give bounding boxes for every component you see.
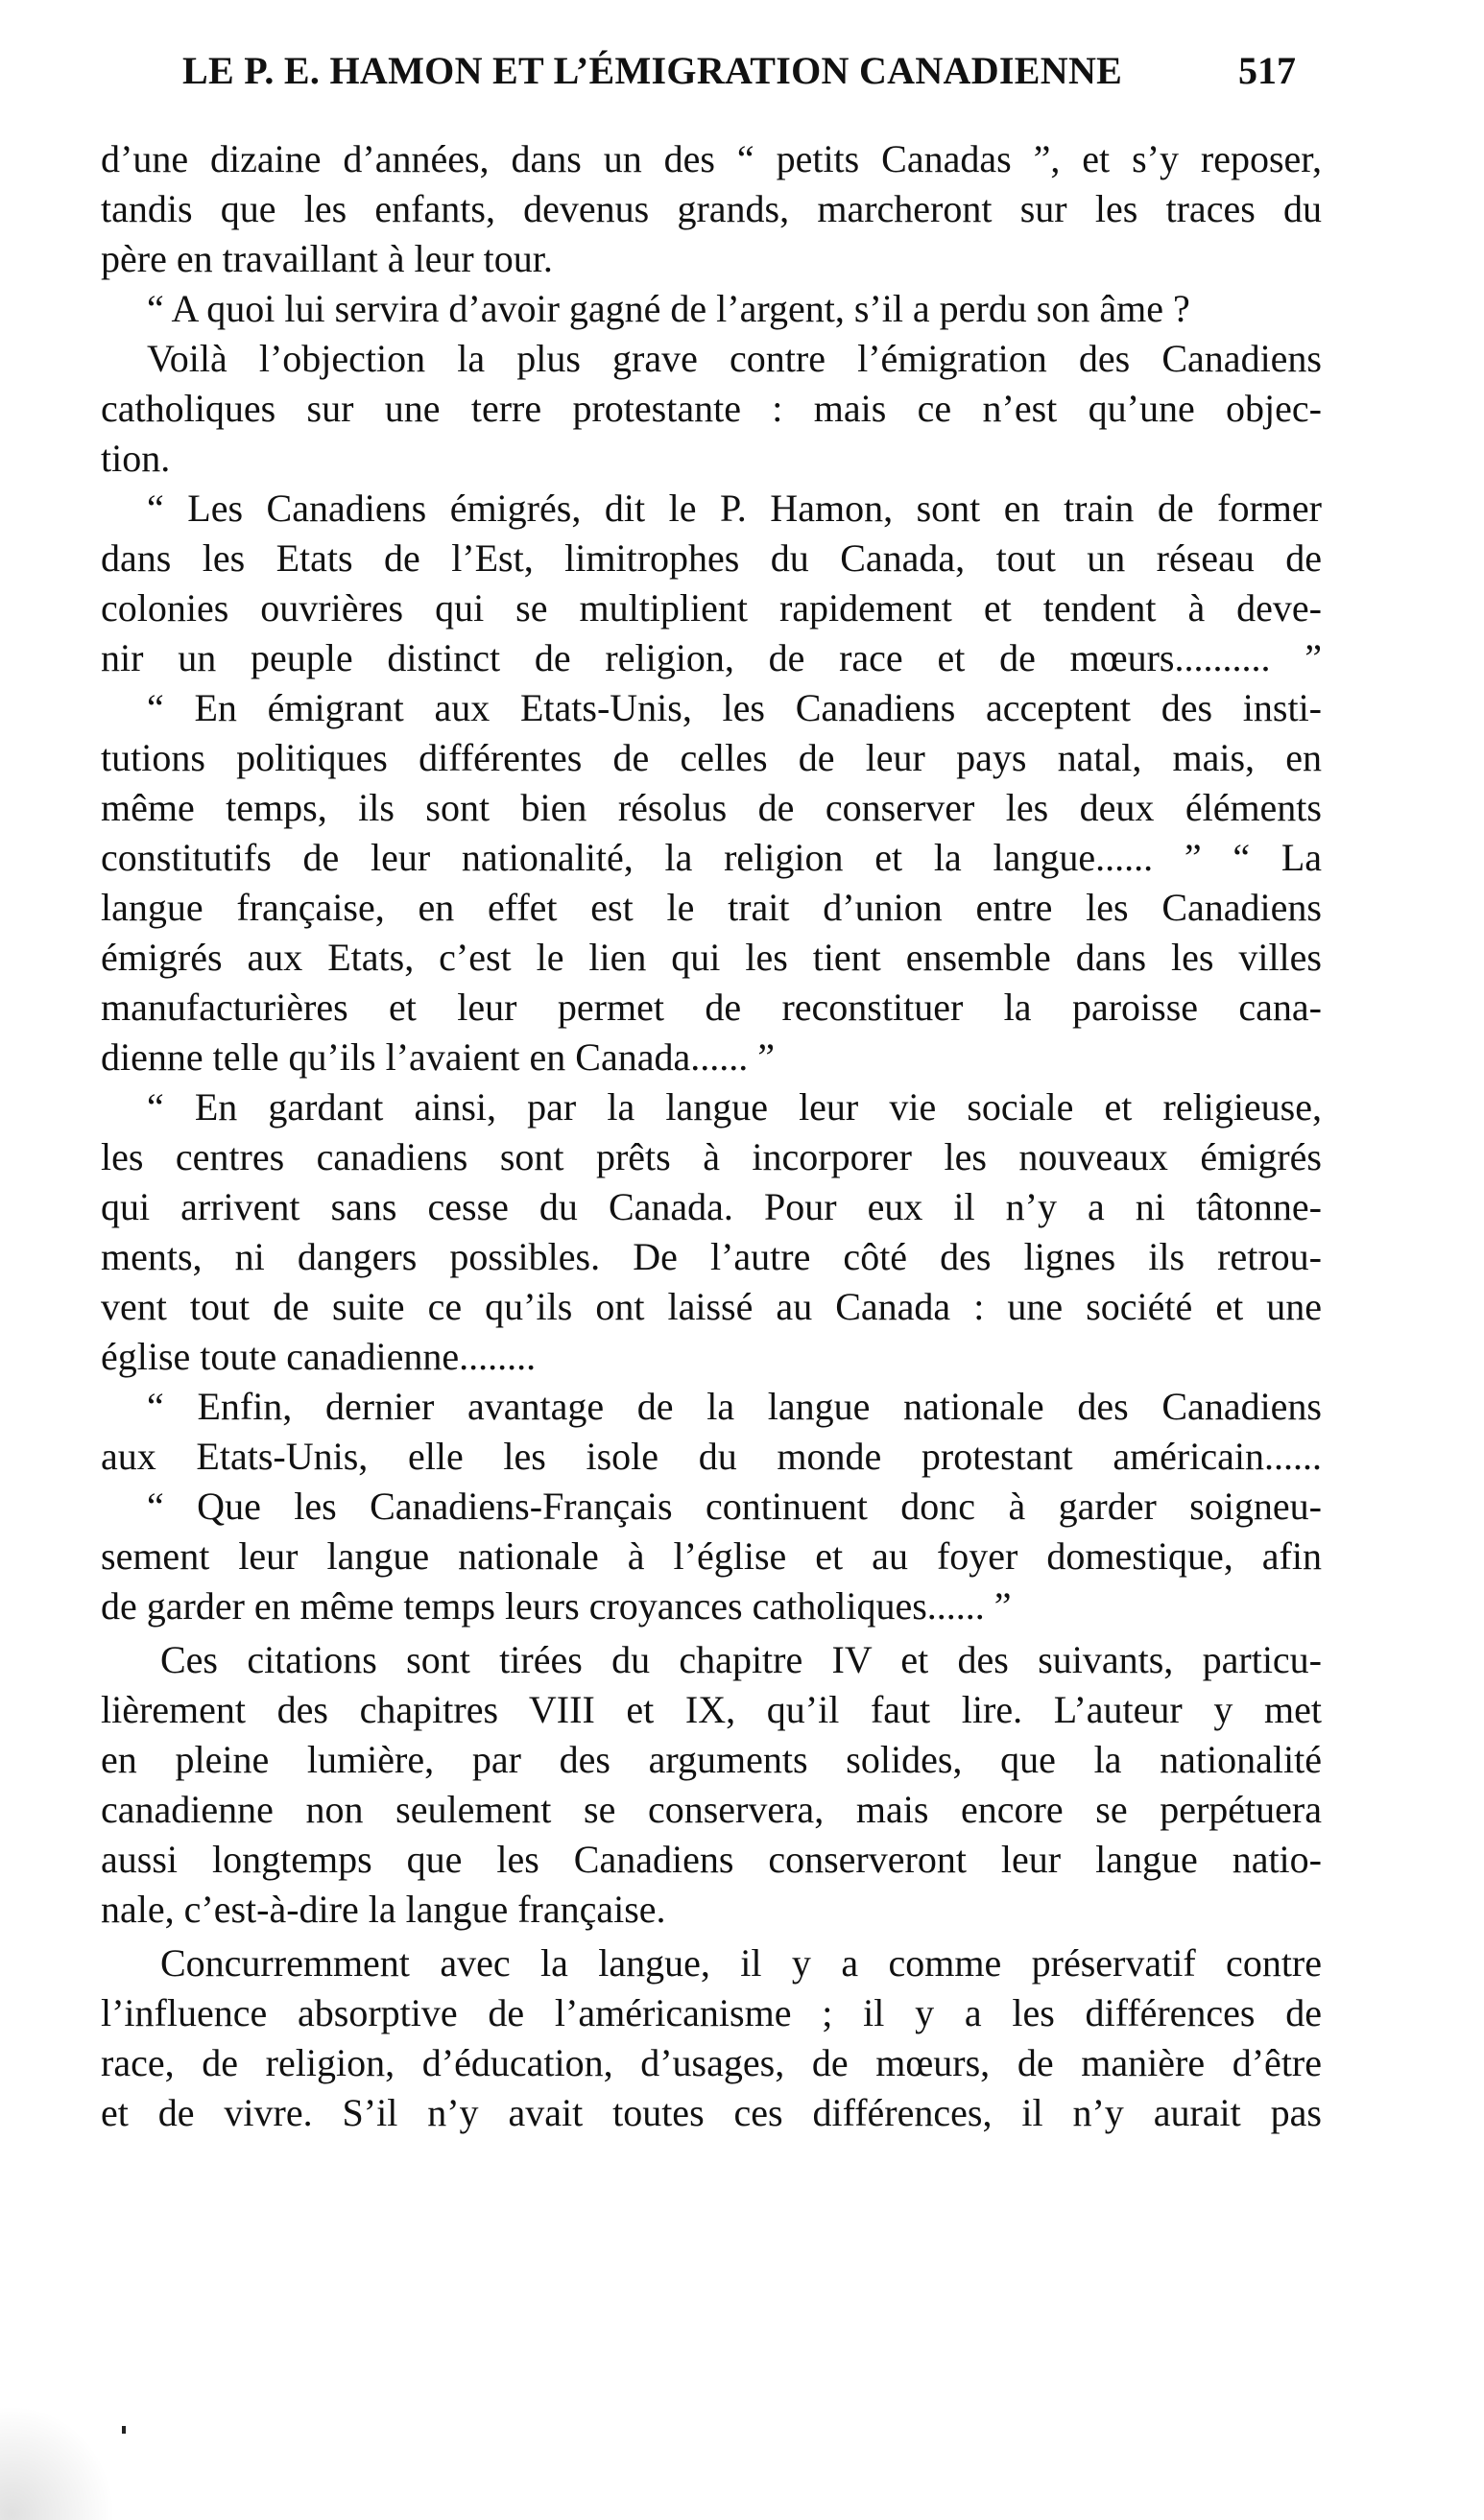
text-line: Voilà l’objection la plus grave contre l’émigration des Canadiens bbox=[147, 337, 1322, 380]
text-line: “ A quoi lui servira d’avoir gagné de l’argent, s’il a perdu son âme ? bbox=[147, 287, 1190, 330]
text-line: en pleine lumière, par des arguments solides, que la nationalité bbox=[101, 1738, 1322, 1781]
text-line: ments, ni dangers possibles. De l’autre côté des lignes ils retrou- bbox=[101, 1235, 1322, 1278]
text-line: d’une dizaine d’années, dans un des “ petits Canadas ”, et s’y reposer, bbox=[101, 137, 1322, 180]
ink-speck bbox=[122, 2426, 126, 2434]
text-line: manufacturières et leur permet de reconstituer la paroisse cana- bbox=[101, 986, 1322, 1029]
text-line: tutions politiques différentes de celles de leur pays natal, mais, en bbox=[101, 736, 1322, 779]
text-line: colonies ouvrières qui se multiplient rapidement et tendent à deve- bbox=[101, 586, 1322, 630]
text-line: qui arrivent sans cesse du Canada. Pour eux il n’y a ni tâtonne- bbox=[101, 1185, 1322, 1228]
page-number: 517 bbox=[1238, 49, 1296, 92]
text-line: Concurremment avec la langue, il y a comme préservatif contre bbox=[160, 1941, 1322, 1985]
page-header bbox=[182, 48, 1296, 106]
running-title: LE P. E. HAMON ET L’ÉMIGRATION CANADIENNE bbox=[182, 49, 1123, 92]
text-line: “ Que les Canadiens-Français continuent donc à garder soigneu- bbox=[147, 1485, 1322, 1528]
text-line: l’influence absorptive de l’américanisme ; il y a les différences de bbox=[101, 1991, 1322, 2034]
text-line: canadienne non seulement se conservera, mais encore se perpétuera bbox=[101, 1788, 1322, 1831]
text-line: “ En gardant ainsi, par la langue leur vie sociale et religieuse, bbox=[147, 1085, 1322, 1129]
text-line: même temps, ils sont bien résolus de conserver les deux éléments bbox=[101, 786, 1322, 829]
text-line: et de vivre. S’il n’y avait toutes ces différences, il n’y aurait pas bbox=[101, 2091, 1322, 2134]
text-line: “ Les Canadiens émigrés, dit le P. Hamon, sont en train de former bbox=[147, 487, 1322, 530]
text-line: constitutifs de leur nationalité, la religion et la langue...... ” “ La bbox=[101, 836, 1322, 879]
text-line: aux Etats-Unis, elle les isole du monde protestant américain...... bbox=[101, 1435, 1322, 1478]
text-line: dans les Etats de l’Est, limitrophes du Canada, tout un réseau de bbox=[101, 536, 1322, 580]
text-line: catholiques sur une terre protestante : mais ce n’est qu’une objec- bbox=[101, 387, 1322, 430]
scan-shadow bbox=[0, 2405, 115, 2520]
text-line: émigrés aux Etats, c’est le lien qui les tient ensemble dans les villes bbox=[101, 936, 1322, 979]
text-line: tion. bbox=[101, 437, 171, 480]
text-line: lièrement des chapitres VIII et IX, qu’il faut lire. L’auteur y met bbox=[101, 1688, 1322, 1731]
text-line: père en travaillant à leur tour. bbox=[101, 237, 553, 280]
text-line: sement leur langue nationale à l’église et au foyer domestique, afin bbox=[101, 1534, 1322, 1578]
text-line: langue française, en effet est le trait d’union entre les Canadiens bbox=[101, 886, 1322, 929]
text-line: les centres canadiens sont prêts à incorporer les nouveaux émigrés bbox=[101, 1135, 1322, 1178]
text-line: vent tout de suite ce qu’ils ont laissé au Canada : une société et une bbox=[101, 1285, 1322, 1328]
text-line: nir un peuple distinct de religion, de race et de mœurs.......... ” bbox=[101, 636, 1322, 679]
text-line: dienne telle qu’ils l’avaient en Canada...... ” bbox=[101, 1035, 775, 1079]
text-line: “ En émigrant aux Etats-Unis, les Canadiens acceptent des insti- bbox=[147, 686, 1322, 729]
text-line: nale, c’est-à-dire la langue française. bbox=[101, 1888, 666, 1931]
text-line: tandis que les enfants, devenus grands, marcheront sur les traces du bbox=[101, 187, 1322, 230]
text-line: de garder en même temps leurs croyances catholiques...... ” bbox=[101, 1584, 1012, 1628]
text-line: “ Enfin, dernier avantage de la langue nationale des Canadiens bbox=[147, 1385, 1322, 1428]
text-line: race, de religion, d’éducation, d’usages, de mœurs, de manière d’être bbox=[101, 2041, 1322, 2084]
text-line: aussi longtemps que les Canadiens conserveront leur langue natio- bbox=[101, 1838, 1322, 1881]
text-line: Ces citations sont tirées du chapitre IV et des suivants, particu- bbox=[160, 1638, 1322, 1681]
text-line: église toute canadienne........ bbox=[101, 1335, 537, 1378]
